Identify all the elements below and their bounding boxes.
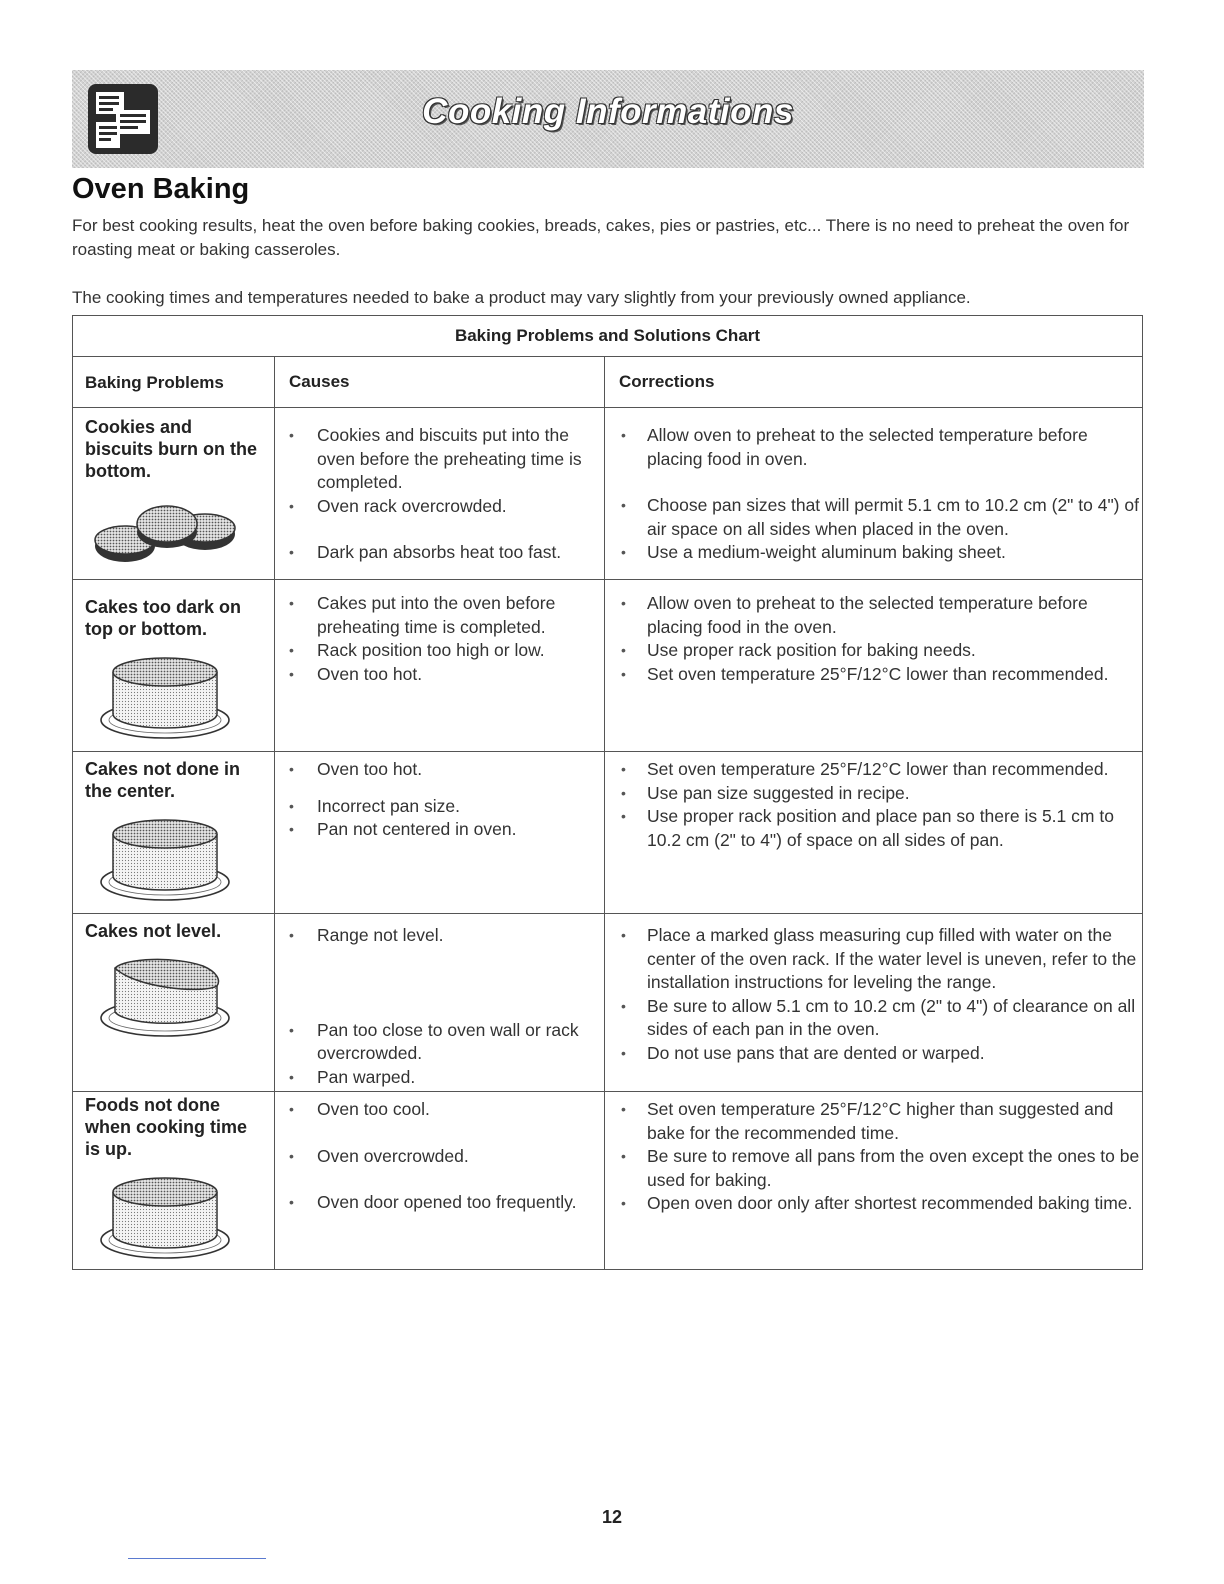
cause-item: • Oven overcrowded.: [275, 1145, 604, 1169]
correction-item: • Use pan size suggested in recipe.: [605, 782, 1142, 806]
cause-item: • Oven rack overcrowded.: [275, 495, 604, 519]
correction-item: • Set oven temperature 25°F/12°C higher than suggested and bake for the recommended time.: [605, 1098, 1142, 1145]
problem-cell: [73, 580, 275, 752]
header-baking-problems: Baking Problems: [73, 357, 275, 408]
cause-item: • Dark pan absorbs heat too fast.: [275, 541, 604, 565]
problem-cell: [73, 752, 275, 914]
table-row: [73, 580, 1143, 752]
problem-cell: [73, 914, 275, 1092]
corrections-cell: [605, 1092, 1143, 1270]
problem-label: Cakes not done in the center.: [85, 759, 241, 801]
correction-item: • Use proper rack position for baking needs.: [605, 639, 1142, 663]
corrections-cell: [605, 408, 1143, 580]
corrections-cell: [605, 580, 1143, 752]
chart-header-row: [73, 357, 1143, 408]
problem-cell: [73, 1092, 275, 1270]
page-title: Oven Baking: [72, 173, 250, 205]
table-row: [73, 914, 1143, 1092]
footer-divider: [128, 1558, 266, 1559]
correction-item: • Use proper rack position and place pan so there is 5.1 cm to 10.2 cm (2" to 4") of space on all sides of pan.: [605, 805, 1142, 852]
cause-item: • Oven too hot.: [275, 758, 604, 782]
problem-label: Cakes too dark on top or bottom.: [85, 597, 242, 639]
correction-item: • Use a medium-weight aluminum baking sheet.: [605, 541, 1142, 565]
cause-item: • Cookies and biscuits put into the oven before the preheating time is completed.: [275, 424, 604, 495]
causes-cell: [275, 752, 605, 914]
cause-item: • Oven too hot.: [275, 663, 604, 687]
cause-item: • Oven too cool.: [275, 1098, 604, 1122]
correction-item: • Set oven temperature 25°F/12°C lower than recommended.: [605, 663, 1142, 687]
table-row: [73, 1092, 1143, 1270]
cookies-icon: [85, 494, 245, 570]
table-row: [73, 408, 1143, 580]
correction-item: • Do not use pans that are dented or warped.: [605, 1042, 1142, 1066]
correction-item: • Place a marked glass measuring cup filled with water on the center of the oven rack. If the water level is uneven, refer to the installation instructions for leveling the range.: [605, 924, 1142, 995]
causes-cell: [275, 408, 605, 580]
banner-title: Cooking Informations: [422, 92, 794, 131]
header-corrections: Corrections: [605, 357, 1143, 408]
intro-paragraph: For best cooking results, heat the oven before baking cookies, breads, cakes, pies or pastries, etc... There is no need to preheat the oven for roasting meat or baking casseroles.: [72, 216, 1130, 259]
cake-icon: [85, 814, 245, 904]
cake-icon: [85, 652, 245, 742]
header-causes: Causes: [275, 357, 605, 408]
causes-cell: [275, 1092, 605, 1270]
cause-item: • Pan too close to oven wall or rack overcrowded.: [275, 1019, 604, 1066]
baking-problems-chart: [72, 315, 1143, 1270]
problem-label: Foods not done when cooking time is up.: [85, 1095, 248, 1159]
cause-item: • Cakes put into the oven before preheating time is completed.: [275, 592, 604, 639]
correction-item: • Be sure to remove all pans from the oven except the ones to be used for baking.: [605, 1145, 1142, 1192]
problem-label: Cookies and biscuits burn on the bottom.: [85, 417, 258, 481]
cause-item: • Range not level.: [275, 924, 604, 948]
cause-item: • Rack position too high or low.: [275, 639, 604, 663]
correction-item: • Allow oven to preheat to the selected temperature before placing food in oven.: [605, 424, 1142, 471]
correction-item: • Set oven temperature 25°F/12°C lower than recommended.: [605, 758, 1142, 782]
table-row: [73, 752, 1143, 914]
problem-label: Cakes not level.: [85, 921, 222, 941]
tilted-cake-icon: [85, 954, 245, 1044]
causes-cell: [275, 580, 605, 752]
cake-icon: [85, 1172, 245, 1262]
page-number: 12: [601, 1507, 623, 1527]
causes-cell: [275, 914, 605, 1092]
cause-item: • Oven door opened too frequently.: [275, 1191, 604, 1215]
section-banner: [72, 70, 1144, 168]
correction-item: • Open oven door only after shortest recommended baking time.: [605, 1192, 1142, 1216]
correction-item: • Choose pan sizes that will permit 5.1 cm to 10.2 cm (2" to 4") of air space on all sides when placed in the oven.: [605, 494, 1142, 541]
cause-item: • Pan warped.: [275, 1066, 604, 1090]
corrections-cell: [605, 914, 1143, 1092]
correction-item: • Allow oven to preheat to the selected temperature before placing food in the oven.: [605, 592, 1142, 639]
cause-item: • Pan not centered in oven.: [275, 818, 604, 842]
chart-caption-row: [73, 316, 1143, 357]
corrections-cell: [605, 752, 1143, 914]
cause-item: • Incorrect pan size.: [275, 795, 604, 819]
problem-cell: [73, 408, 275, 580]
chart-title: Baking Problems and Solutions Chart: [73, 316, 1143, 357]
correction-item: • Be sure to allow 5.1 cm to 10.2 cm (2" to 4") of clearance on all sides of each pan in the oven.: [605, 995, 1142, 1042]
note-paragraph: The cooking times and temperatures needed to bake a product may vary slightly from your previously owned appliance.: [72, 288, 971, 307]
